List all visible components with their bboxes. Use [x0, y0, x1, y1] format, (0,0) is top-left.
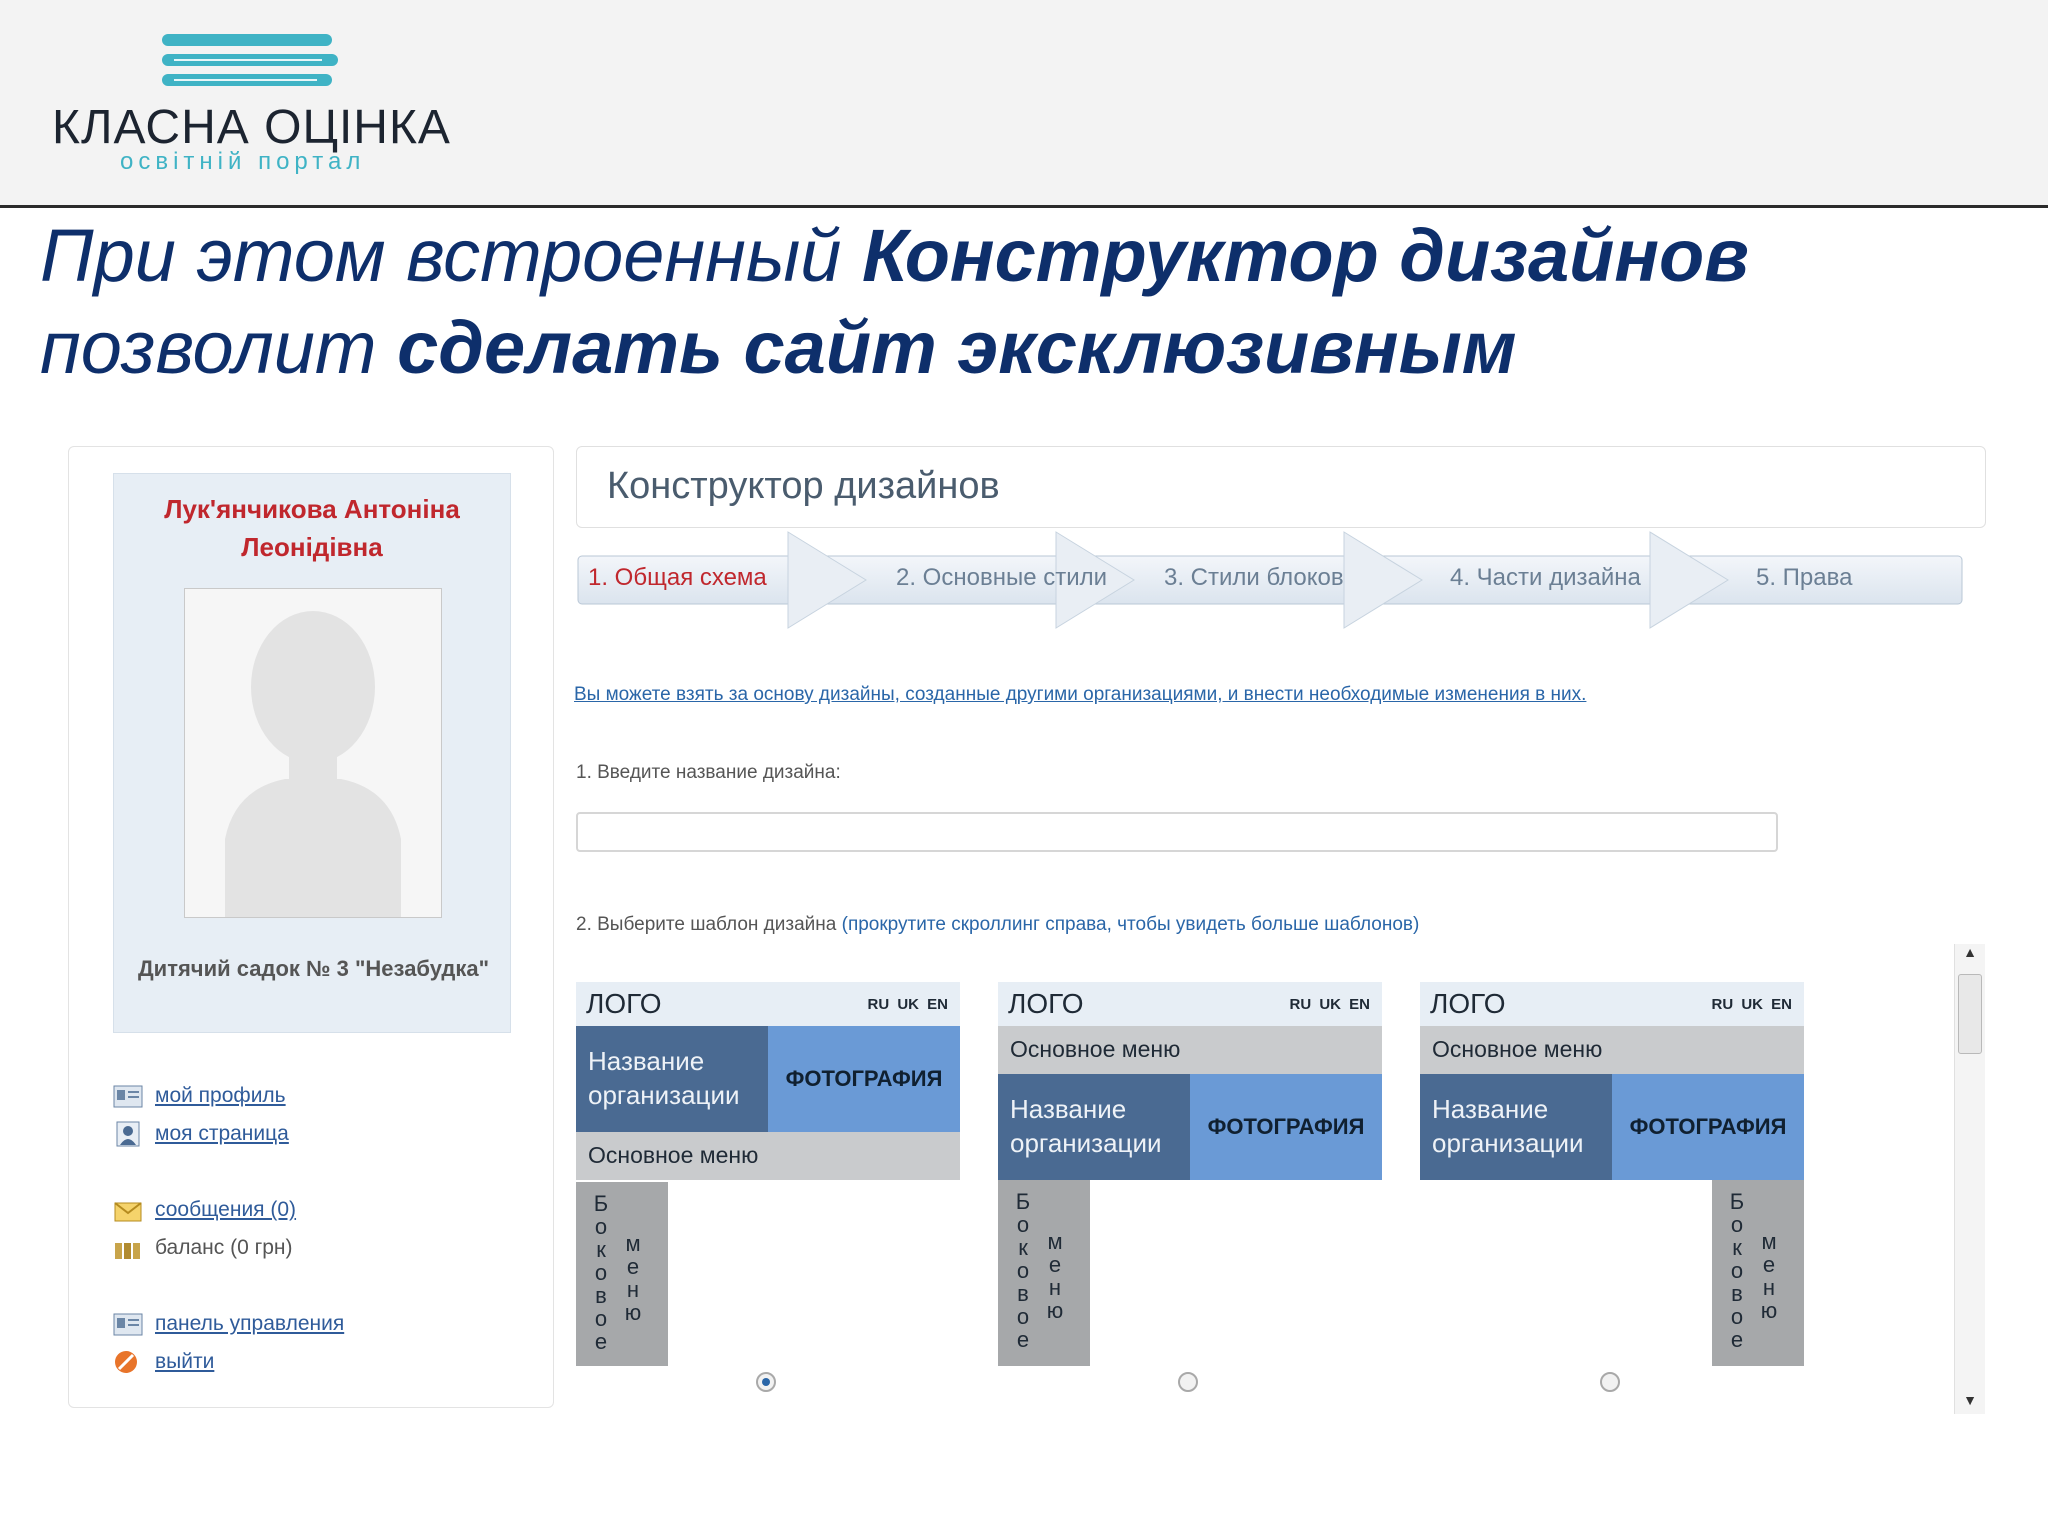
- template-card-1[interactable]: [576, 982, 960, 1366]
- coins-icon: [113, 1235, 143, 1261]
- template-side-text-1: Боковое: [1015, 1189, 1031, 1352]
- template-side-text-1: Боковое: [1729, 1189, 1745, 1352]
- template-org-text: Название организации: [1010, 1094, 1162, 1158]
- avatar[interactable]: [184, 588, 442, 918]
- template-org-text: Название организации: [1432, 1094, 1584, 1158]
- template-photo-block: [768, 1026, 960, 1132]
- heading-part1: При этом встроенный: [40, 214, 863, 297]
- template-logo: ЛОГО: [586, 988, 662, 1019]
- template-menu-row: [1420, 1026, 1804, 1074]
- menu-item-control-panel[interactable]: [113, 1305, 513, 1343]
- template-org-text: Название организации: [588, 1046, 740, 1110]
- menu-item-balance: [113, 1229, 513, 1267]
- my-page-link[interactable]: моя страница: [155, 1122, 289, 1145]
- template-radio-3[interactable]: [1600, 1372, 1620, 1392]
- template-select-text: 2. Выберите шаблон дизайна: [576, 914, 842, 935]
- template-logo: ЛОГО: [1008, 988, 1084, 1019]
- scroll-down-icon[interactable]: ▼: [1963, 1392, 1977, 1408]
- step-1[interactable]: 1. Общая схема: [588, 564, 767, 591]
- brand-title: КЛАСНА ОЦІНКА: [52, 101, 451, 154]
- scroll-thumb[interactable]: [1958, 974, 1982, 1054]
- heading-part2: позволит: [40, 306, 398, 389]
- exit-icon: [113, 1349, 143, 1375]
- logout-link[interactable]: выйти: [155, 1350, 215, 1373]
- slide-heading: [40, 210, 2000, 394]
- template-side-text-2: меню: [624, 1231, 642, 1325]
- constructor-title-box: [576, 446, 1986, 528]
- template-photo-text: ФОТОГРАФИЯ: [1629, 1114, 1787, 1139]
- step-5[interactable]: 5. Права: [1756, 564, 1853, 591]
- template-photo-text: ФОТОГРАФИЯ: [1207, 1114, 1365, 1139]
- template-radio-1[interactable]: [756, 1372, 776, 1392]
- design-name-label: 1. Введите название дизайна:: [576, 762, 841, 783]
- messages-link[interactable]: сообщения (0): [155, 1198, 297, 1221]
- my-profile-link[interactable]: мой профиль: [155, 1084, 286, 1107]
- balance-text: баланс (0 грн): [155, 1236, 293, 1259]
- user-silhouette-icon: [185, 589, 441, 917]
- based-on-other-designs-link[interactable]: Вы можете взять за основу дизайны, созданные другими организациями, и внести необходимые изменения в них.: [574, 684, 1587, 705]
- envelope-icon: [113, 1197, 143, 1223]
- brand-subtitle: освітній портал: [120, 148, 366, 175]
- profile-card-icon: [113, 1083, 143, 1109]
- header-band: [0, 0, 2048, 208]
- profile-card: [113, 473, 511, 1033]
- menu-item-logout[interactable]: [113, 1343, 513, 1381]
- template-menu-text: Основное меню: [588, 1142, 759, 1168]
- template-logo-row: [576, 982, 960, 1026]
- template-side-text-1: Боковое: [593, 1191, 609, 1354]
- template-menu-row: [576, 1132, 960, 1180]
- template-side-menu: [998, 1180, 1090, 1366]
- template-radio-2[interactable]: [1178, 1372, 1198, 1392]
- heading-bold2: сделать сайт эксклюзивным: [397, 306, 1517, 389]
- template-org-row: [1420, 1074, 1804, 1180]
- profile-name: Лук'янчикова Антоніна Леонідівна: [164, 494, 460, 562]
- template-menu-row: [998, 1026, 1382, 1074]
- constructor-title: Конструктор дизайнов: [607, 465, 1000, 507]
- template-select-hint: (прокрутите скроллинг справа, чтобы увидеть больше шаблонов): [841, 914, 1420, 935]
- template-menu-text: Основное меню: [1432, 1036, 1603, 1062]
- menu-item-my-page[interactable]: [113, 1115, 513, 1153]
- template-langs: RU UK EN: [1711, 996, 1792, 1013]
- template-logo: ЛОГО: [1430, 988, 1506, 1019]
- profile-menu: [113, 1077, 513, 1381]
- panel-icon: [113, 1311, 143, 1337]
- organization-name: Дитячий садок № 3 "Незабудка": [138, 956, 490, 981]
- template-langs: RU UK EN: [1289, 996, 1370, 1013]
- template-side-text-2: меню: [1760, 1229, 1778, 1323]
- step-4[interactable]: 4. Части дизайна: [1450, 564, 1641, 591]
- menu-item-messages[interactable]: [113, 1191, 513, 1229]
- heading-bold1: Конструктор дизайнов: [862, 214, 1749, 297]
- template-org-row: [576, 1026, 960, 1132]
- design-name-input[interactable]: [576, 812, 1778, 852]
- template-select-label: [576, 914, 1419, 936]
- template-card-2[interactable]: [998, 982, 1382, 1366]
- template-logo-row: [998, 982, 1382, 1026]
- step-2[interactable]: 2. Основные стили: [896, 564, 1108, 591]
- user-page-icon: [113, 1121, 143, 1147]
- template-org-block: [1420, 1074, 1612, 1180]
- step-3[interactable]: 3. Стили блоков: [1164, 564, 1344, 591]
- template-org-block: [576, 1026, 768, 1132]
- templates-scrollbar[interactable]: [1954, 944, 1985, 1414]
- template-photo-block: [1190, 1074, 1382, 1180]
- template-logo-row: [1420, 982, 1804, 1026]
- template-org-block: [998, 1074, 1190, 1180]
- control-panel-link[interactable]: панель управления: [155, 1312, 345, 1335]
- template-photo-text: ФОТОГРАФИЯ: [785, 1066, 943, 1091]
- template-side-menu: [1712, 1180, 1804, 1366]
- template-org-row: [998, 1074, 1382, 1180]
- template-side-menu: [576, 1182, 668, 1366]
- template-photo-block: [1612, 1074, 1804, 1180]
- wizard-steps: [576, 530, 1966, 640]
- scroll-up-icon[interactable]: ▲: [1963, 944, 1977, 960]
- template-menu-text: Основное меню: [1010, 1036, 1181, 1062]
- template-card-3[interactable]: [1420, 982, 1804, 1366]
- template-side-text-2: меню: [1046, 1229, 1064, 1323]
- template-langs: RU UK EN: [867, 996, 948, 1013]
- books-logo-icon: [162, 34, 342, 94]
- menu-item-my-profile[interactable]: [113, 1077, 513, 1115]
- profile-panel: [68, 446, 554, 1408]
